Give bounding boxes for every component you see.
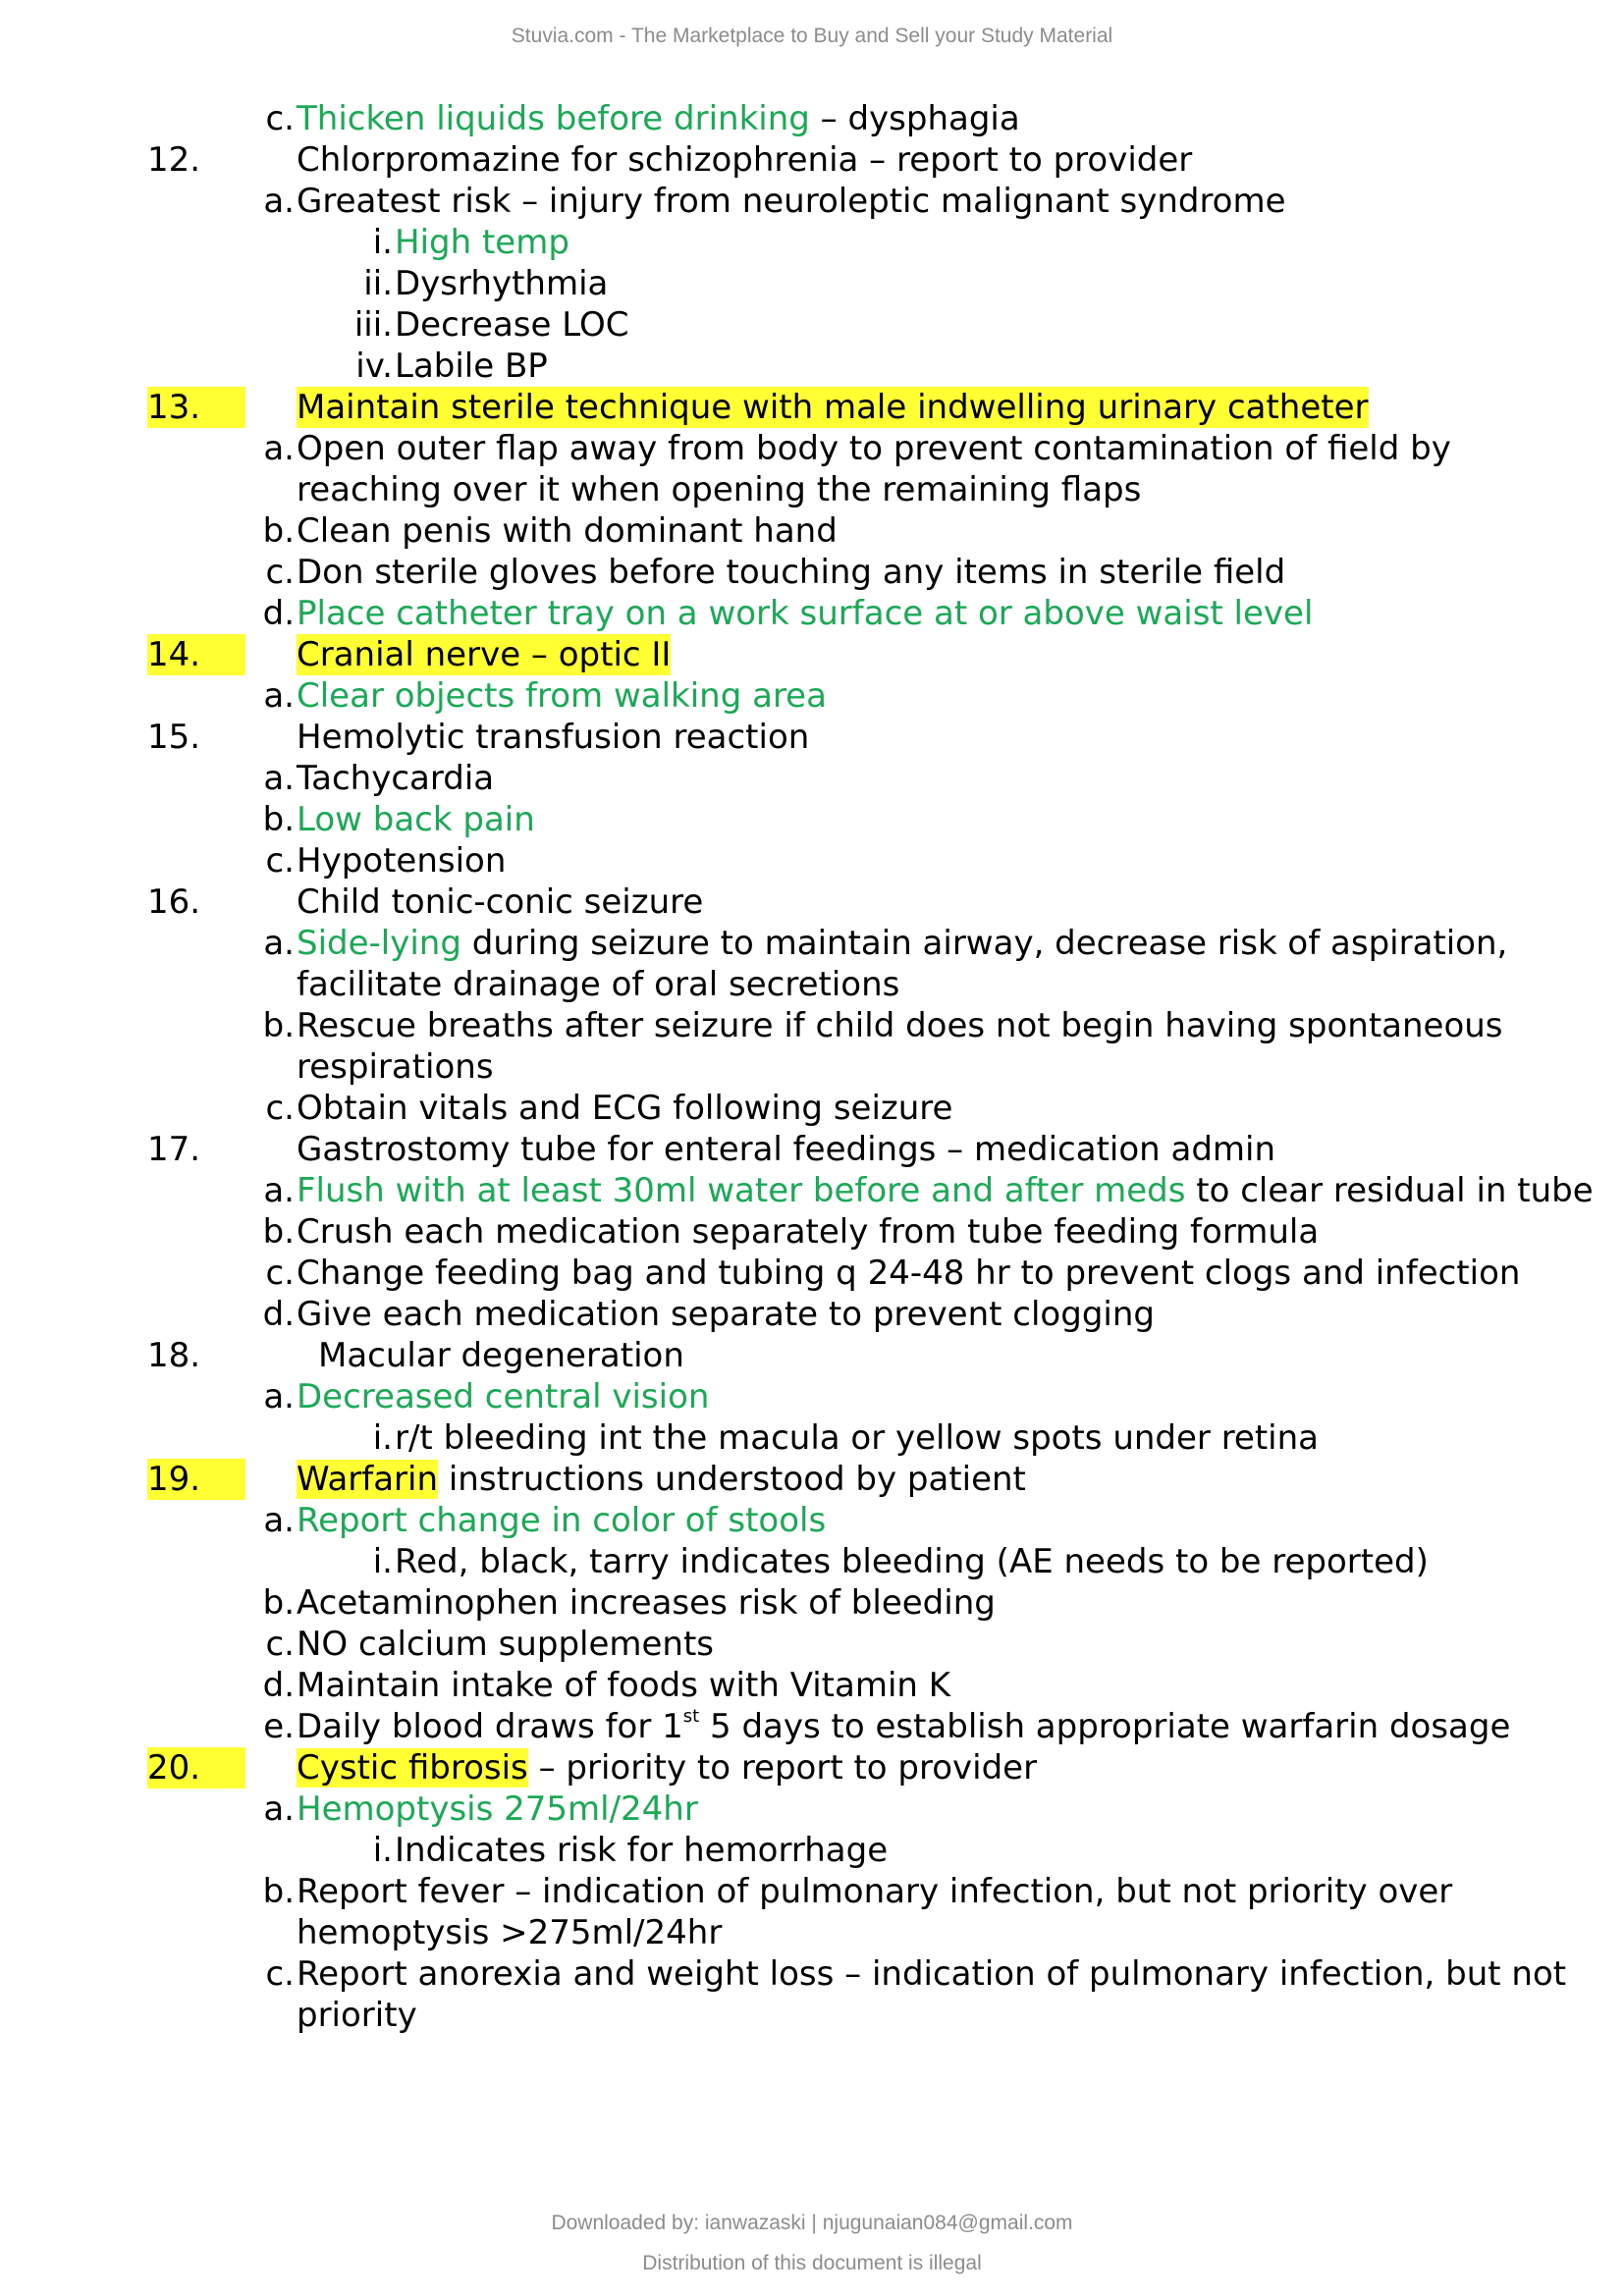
list-item: c. Change feeding bag and tubing q 24-48 hr to prevent clogs and infection bbox=[265, 1254, 1521, 1293]
list-subitem: i. r/t bleeding int the macula or yellow spots under retina bbox=[372, 1418, 1320, 1458]
list-item: c. Don sterile gloves before touching any items in sterile field bbox=[265, 553, 1286, 592]
list-item-continuation: priority bbox=[297, 1996, 417, 2035]
list-item-number: 17. Gastrostomy tube for enteral feedings – medication admin bbox=[147, 1130, 1276, 1169]
list-item-number-highlighted: 13. Maintain sterile technique with male indwelling urinary catheter bbox=[147, 388, 1369, 427]
list-item: d. Maintain intake of foods with Vitamin K bbox=[262, 1666, 951, 1705]
list-item-continuation: facilitate drainage of oral secretions bbox=[297, 965, 900, 1004]
list-item: d. Place catheter tray on a work surface at or above waist level bbox=[262, 594, 1314, 633]
list-item-number-highlighted: 14. Cranial nerve – optic II bbox=[147, 635, 672, 674]
list-item: b. Report fever – indication of pulmonary infection, but not priority over bbox=[262, 1872, 1453, 1911]
list-item: b. Clean penis with dominant hand bbox=[262, 511, 838, 551]
list-item: b. Crush each medication separately from tube feeding formula bbox=[262, 1212, 1320, 1252]
list-item-number-highlighted: 20. Cystic fibrosis – priority to report to provider bbox=[147, 1748, 1038, 1788]
list-subitem: i. Red, black, tarry indicates bleeding (AE needs to be reported) bbox=[372, 1542, 1429, 1581]
list-item-continuation: respirations bbox=[297, 1047, 494, 1087]
list-item-number-highlighted: 19. Warfarin instructions understood by patient bbox=[147, 1460, 1026, 1499]
list-item: a. Decreased central vision bbox=[263, 1377, 710, 1416]
list-subitem: iii. Decrease LOC bbox=[353, 305, 629, 345]
list-item: a. Open outer flap away from body to prevent contamination of field by bbox=[263, 429, 1451, 468]
list-item: c. NO calcium supplements bbox=[265, 1625, 715, 1664]
list-item: c. Report anorexia and weight loss – indication of pulmonary infection, but not bbox=[265, 1954, 1567, 1994]
list-item-continuation: hemoptysis >275ml/24hr bbox=[297, 1913, 723, 1952]
list-item-number: 12. Chlorpromazine for schizophrenia – report to provider bbox=[147, 140, 1193, 180]
list-item: a. Hemoptysis 275ml/24hr bbox=[263, 1789, 698, 1829]
list-item-number: 18. Macular degeneration bbox=[147, 1336, 684, 1375]
list-item: b. Rescue breaths after seizure if child does not begin having spontaneous bbox=[262, 1006, 1503, 1045]
list-item: a. Report change in color of stools bbox=[263, 1501, 827, 1540]
list-item: b. Acetaminophen increases risk of bleeding bbox=[262, 1583, 996, 1623]
list-subitem: i. High temp bbox=[372, 223, 569, 262]
list-item: a. Clear objects from walking area bbox=[263, 676, 827, 716]
footer-distribution-notice: Distribution of this document is illegal bbox=[642, 2252, 982, 2274]
list-item-number: 16. Child tonic-conic seizure bbox=[147, 882, 704, 922]
list-item: a. Side-lying during seizure to maintain airway, decrease risk of aspiration, bbox=[263, 924, 1508, 963]
list-item: a. Tachycardia bbox=[263, 759, 495, 798]
list-subitem: i. Indicates risk for hemorrhage bbox=[372, 1831, 889, 1870]
list-subitem: ii. Dysrhythmia bbox=[363, 264, 609, 303]
list-subitem: iv. Labile BP bbox=[355, 347, 548, 386]
list-item: c. Hypotension bbox=[265, 841, 507, 881]
page-header: Stuvia.com - The Marketplace to Buy and Sell your Study Material bbox=[511, 25, 1113, 47]
list-item: c. Thicken liquids before drinking – dysphagia bbox=[265, 99, 1020, 138]
list-item-continuation: reaching over it when opening the remaining flaps bbox=[297, 470, 1142, 509]
list-item-number: 15. Hemolytic transfusion reaction bbox=[147, 718, 810, 757]
list-item: a. Flush with at least 30ml water before and after meds to clear residual in tube bbox=[263, 1171, 1594, 1210]
list-item: c. Obtain vitals and ECG following seizure bbox=[265, 1089, 953, 1128]
list-item: a. Greatest risk – injury from neuroleptic malignant syndrome bbox=[263, 182, 1286, 221]
list-item: d. Give each medication separate to prevent clogging bbox=[262, 1295, 1155, 1334]
footer-downloaded-by: Downloaded by: ianwazaski | njugunaian084@gmail.com bbox=[551, 2212, 1073, 2234]
list-item: b. Low back pain bbox=[262, 800, 535, 839]
list-item: e. Daily blood draws for 1st 5 days to establish appropriate warfarin dosage bbox=[263, 1705, 1511, 1746]
